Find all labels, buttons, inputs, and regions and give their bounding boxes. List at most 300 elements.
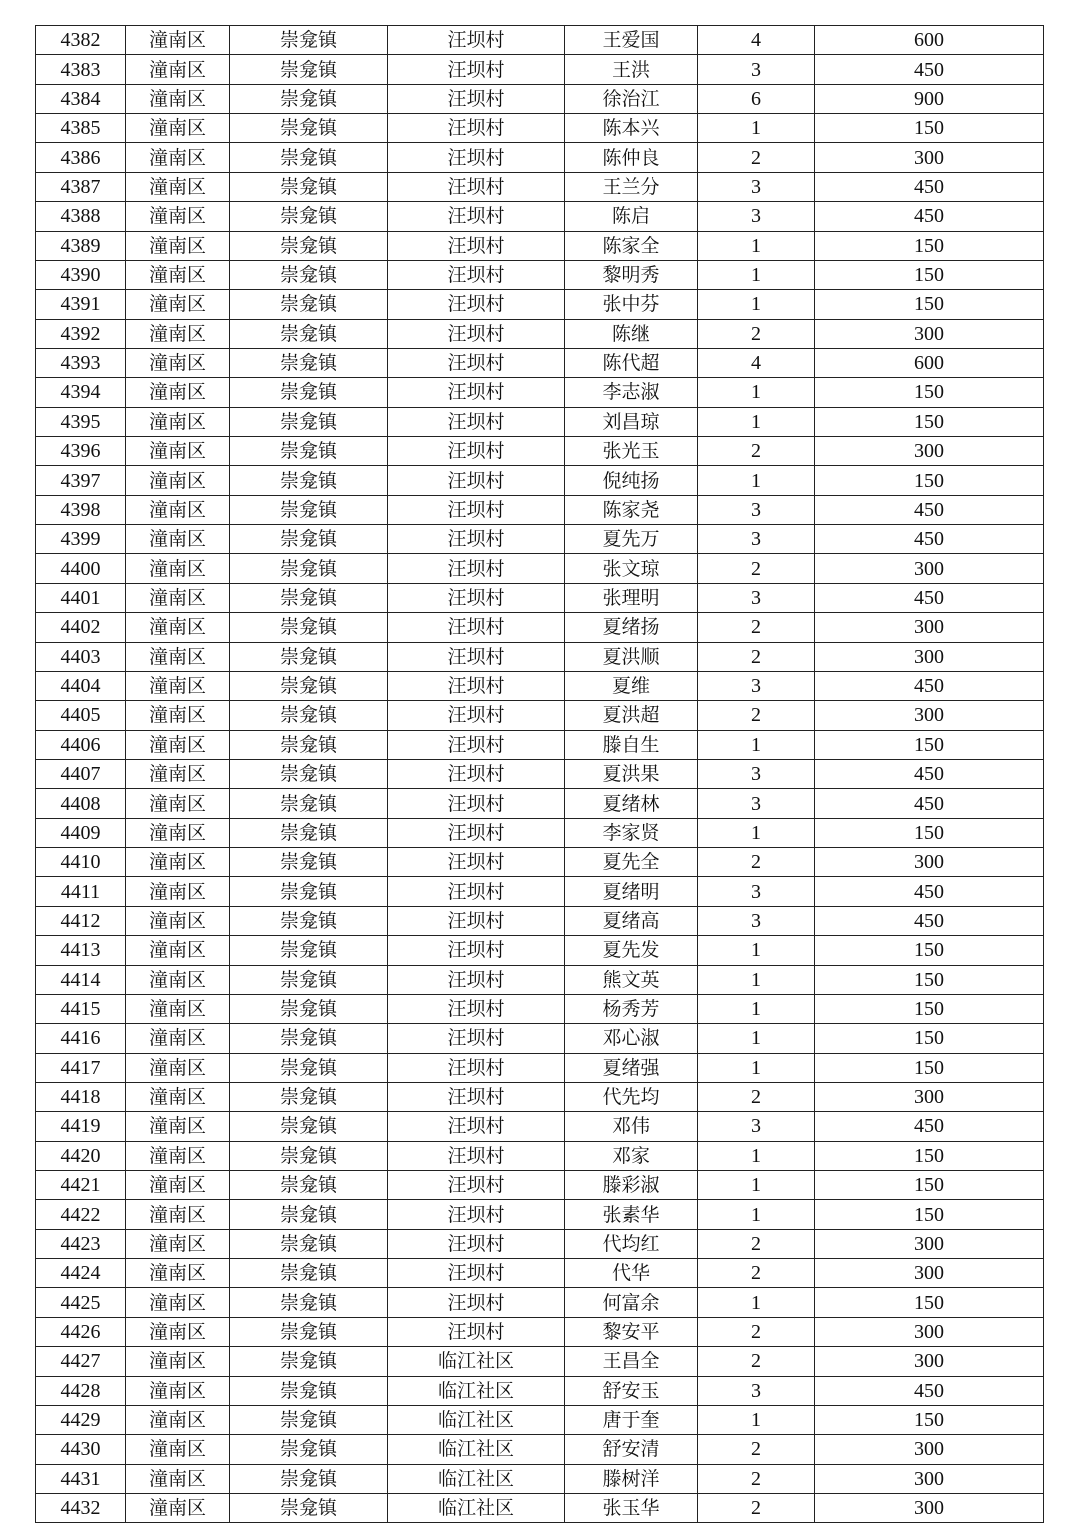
table-row	[36, 1435, 1044, 1464]
cell-household-count: 1	[698, 818, 815, 847]
cell-household-count: 6	[698, 84, 815, 113]
cell-amount: 450	[815, 789, 1044, 818]
cell-district: 潼南区	[126, 55, 230, 84]
cell-amount: 150	[815, 1405, 1044, 1434]
cell-person-name: 滕彩淑	[565, 1171, 698, 1200]
cell-person-name: 夏先万	[565, 525, 698, 554]
table-row	[36, 260, 1044, 289]
table-row	[36, 407, 1044, 436]
cell-town: 崇龛镇	[230, 231, 388, 260]
cell-amount: 600	[815, 26, 1044, 55]
cell-amount: 450	[815, 1112, 1044, 1141]
cell-district: 潼南区	[126, 642, 230, 671]
cell-district: 潼南区	[126, 1464, 230, 1493]
table-row	[36, 1053, 1044, 1082]
cell-amount: 150	[815, 1053, 1044, 1082]
cell-row-index: 4404	[36, 671, 126, 700]
cell-row-index: 4430	[36, 1435, 126, 1464]
cell-person-name: 王爱国	[565, 26, 698, 55]
cell-row-index: 4431	[36, 1464, 126, 1493]
cell-village: 汪坝村	[388, 55, 565, 84]
cell-village: 汪坝村	[388, 642, 565, 671]
cell-amount: 300	[815, 701, 1044, 730]
cell-person-name: 代华	[565, 1259, 698, 1288]
cell-village: 汪坝村	[388, 965, 565, 994]
cell-village: 汪坝村	[388, 525, 565, 554]
cell-district: 潼南区	[126, 1112, 230, 1141]
table-row	[36, 1405, 1044, 1434]
table-row	[36, 1082, 1044, 1111]
cell-amount: 450	[815, 1376, 1044, 1405]
cell-district: 潼南区	[126, 1405, 230, 1434]
cell-district: 潼南区	[126, 818, 230, 847]
cell-row-index: 4386	[36, 143, 126, 172]
cell-household-count: 2	[698, 1347, 815, 1376]
cell-town: 崇龛镇	[230, 143, 388, 172]
cell-district: 潼南区	[126, 437, 230, 466]
cell-household-count: 3	[698, 789, 815, 818]
cell-person-name: 邓家	[565, 1141, 698, 1170]
cell-household-count: 2	[698, 437, 815, 466]
cell-row-index: 4408	[36, 789, 126, 818]
table-row	[36, 55, 1044, 84]
cell-row-index: 4394	[36, 378, 126, 407]
cell-village: 汪坝村	[388, 1082, 565, 1111]
cell-town: 崇龛镇	[230, 378, 388, 407]
cell-amount: 450	[815, 583, 1044, 612]
cell-town: 崇龛镇	[230, 1405, 388, 1434]
cell-row-index: 4402	[36, 613, 126, 642]
cell-person-name: 夏洪果	[565, 759, 698, 788]
cell-district: 潼南区	[126, 701, 230, 730]
cell-village: 汪坝村	[388, 759, 565, 788]
cell-district: 潼南区	[126, 554, 230, 583]
cell-person-name: 邓伟	[565, 1112, 698, 1141]
cell-district: 潼南区	[126, 319, 230, 348]
cell-household-count: 1	[698, 1141, 815, 1170]
table-row	[36, 26, 1044, 55]
cell-person-name: 张理明	[565, 583, 698, 612]
table-row	[36, 965, 1044, 994]
cell-row-index: 4397	[36, 466, 126, 495]
cell-person-name: 黎安平	[565, 1317, 698, 1346]
table-row	[36, 378, 1044, 407]
cell-row-index: 4382	[36, 26, 126, 55]
cell-person-name: 陈家全	[565, 231, 698, 260]
cell-amount: 300	[815, 143, 1044, 172]
cell-household-count: 4	[698, 348, 815, 377]
cell-village: 汪坝村	[388, 143, 565, 172]
cell-person-name: 夏洪顺	[565, 642, 698, 671]
cell-household-count: 2	[698, 1259, 815, 1288]
cell-person-name: 杨秀芳	[565, 994, 698, 1023]
cell-person-name: 李志淑	[565, 378, 698, 407]
cell-town: 崇龛镇	[230, 437, 388, 466]
cell-row-index: 4396	[36, 437, 126, 466]
table-row	[36, 1024, 1044, 1053]
cell-amount: 300	[815, 437, 1044, 466]
table-row	[36, 818, 1044, 847]
cell-household-count: 2	[698, 1229, 815, 1258]
cell-town: 崇龛镇	[230, 906, 388, 935]
table-row	[36, 143, 1044, 172]
table-row	[36, 1112, 1044, 1141]
cell-town: 崇龛镇	[230, 1376, 388, 1405]
cell-amount: 150	[815, 1024, 1044, 1053]
cell-household-count: 1	[698, 994, 815, 1023]
cell-amount: 150	[815, 378, 1044, 407]
cell-household-count: 2	[698, 1317, 815, 1346]
cell-row-index: 4390	[36, 260, 126, 289]
cell-amount: 150	[815, 730, 1044, 759]
cell-village: 汪坝村	[388, 319, 565, 348]
cell-person-name: 王洪	[565, 55, 698, 84]
cell-household-count: 3	[698, 202, 815, 231]
cell-village: 汪坝村	[388, 1053, 565, 1082]
cell-row-index: 4414	[36, 965, 126, 994]
cell-household-count: 1	[698, 378, 815, 407]
cell-town: 崇龛镇	[230, 789, 388, 818]
cell-town: 崇龛镇	[230, 525, 388, 554]
cell-town: 崇龛镇	[230, 260, 388, 289]
table-row	[36, 172, 1044, 201]
cell-person-name: 舒安清	[565, 1435, 698, 1464]
cell-town: 崇龛镇	[230, 1435, 388, 1464]
cell-village: 汪坝村	[388, 848, 565, 877]
cell-district: 潼南区	[126, 290, 230, 319]
cell-village: 汪坝村	[388, 701, 565, 730]
table-row	[36, 1288, 1044, 1317]
cell-district: 潼南区	[126, 730, 230, 759]
cell-village: 临江社区	[388, 1347, 565, 1376]
cell-row-index: 4384	[36, 84, 126, 113]
table-body	[36, 26, 1044, 1523]
cell-district: 潼南区	[126, 407, 230, 436]
cell-district: 潼南区	[126, 1493, 230, 1522]
cell-household-count: 2	[698, 1493, 815, 1522]
cell-person-name: 张中芬	[565, 290, 698, 319]
cell-village: 汪坝村	[388, 1024, 565, 1053]
cell-amount: 300	[815, 1464, 1044, 1493]
cell-amount: 150	[815, 290, 1044, 319]
cell-village: 汪坝村	[388, 730, 565, 759]
cell-household-count: 3	[698, 877, 815, 906]
cell-row-index: 4417	[36, 1053, 126, 1082]
cell-town: 崇龛镇	[230, 818, 388, 847]
cell-person-name: 黎明秀	[565, 260, 698, 289]
table-row	[36, 1493, 1044, 1522]
cell-household-count: 3	[698, 1376, 815, 1405]
table-row	[36, 642, 1044, 671]
cell-household-count: 3	[698, 583, 815, 612]
cell-household-count: 2	[698, 319, 815, 348]
table-row	[36, 877, 1044, 906]
cell-household-count: 1	[698, 231, 815, 260]
cell-person-name: 张文琼	[565, 554, 698, 583]
cell-row-index: 4415	[36, 994, 126, 1023]
cell-town: 崇龛镇	[230, 1141, 388, 1170]
cell-district: 潼南区	[126, 1200, 230, 1229]
cell-amount: 450	[815, 759, 1044, 788]
cell-person-name: 滕树洋	[565, 1464, 698, 1493]
table-row	[36, 84, 1044, 113]
cell-district: 潼南区	[126, 1435, 230, 1464]
cell-district: 潼南区	[126, 260, 230, 289]
cell-district: 潼南区	[126, 143, 230, 172]
cell-town: 崇龛镇	[230, 55, 388, 84]
cell-amount: 150	[815, 407, 1044, 436]
cell-household-count: 1	[698, 1171, 815, 1200]
cell-town: 崇龛镇	[230, 936, 388, 965]
cell-row-index: 4392	[36, 319, 126, 348]
cell-district: 潼南区	[126, 936, 230, 965]
cell-town: 崇龛镇	[230, 1082, 388, 1111]
cell-district: 潼南区	[126, 877, 230, 906]
cell-district: 潼南区	[126, 466, 230, 495]
cell-person-name: 夏绪明	[565, 877, 698, 906]
cell-household-count: 1	[698, 260, 815, 289]
cell-village: 汪坝村	[388, 437, 565, 466]
cell-household-count: 2	[698, 642, 815, 671]
table-row	[36, 994, 1044, 1023]
table-row	[36, 759, 1044, 788]
cell-person-name: 何富余	[565, 1288, 698, 1317]
cell-town: 崇龛镇	[230, 642, 388, 671]
cell-amount: 300	[815, 642, 1044, 671]
table-row	[36, 290, 1044, 319]
cell-district: 潼南区	[126, 1376, 230, 1405]
cell-person-name: 王昌全	[565, 1347, 698, 1376]
table-row	[36, 936, 1044, 965]
cell-amount: 150	[815, 965, 1044, 994]
cell-town: 崇龛镇	[230, 1347, 388, 1376]
cell-person-name: 陈继	[565, 319, 698, 348]
table-row	[36, 583, 1044, 612]
cell-town: 崇龛镇	[230, 730, 388, 759]
cell-household-count: 1	[698, 936, 815, 965]
cell-household-count: 3	[698, 55, 815, 84]
cell-village: 汪坝村	[388, 994, 565, 1023]
cell-town: 崇龛镇	[230, 759, 388, 788]
cell-village: 汪坝村	[388, 583, 565, 612]
cell-amount: 300	[815, 1082, 1044, 1111]
cell-town: 崇龛镇	[230, 319, 388, 348]
cell-person-name: 陈仲良	[565, 143, 698, 172]
cell-district: 潼南区	[126, 495, 230, 524]
cell-row-index: 4416	[36, 1024, 126, 1053]
cell-row-index: 4403	[36, 642, 126, 671]
cell-town: 崇龛镇	[230, 1112, 388, 1141]
cell-town: 崇龛镇	[230, 1317, 388, 1346]
cell-person-name: 熊文英	[565, 965, 698, 994]
cell-amount: 300	[815, 319, 1044, 348]
cell-town: 崇龛镇	[230, 114, 388, 143]
cell-household-count: 1	[698, 1405, 815, 1434]
cell-village: 临江社区	[388, 1376, 565, 1405]
cell-town: 崇龛镇	[230, 26, 388, 55]
table-row	[36, 906, 1044, 935]
cell-row-index: 4418	[36, 1082, 126, 1111]
cell-village: 汪坝村	[388, 290, 565, 319]
cell-amount: 150	[815, 466, 1044, 495]
cell-amount: 450	[815, 202, 1044, 231]
cell-household-count: 2	[698, 554, 815, 583]
cell-household-count: 1	[698, 1288, 815, 1317]
cell-row-index: 4410	[36, 848, 126, 877]
cell-village: 汪坝村	[388, 378, 565, 407]
cell-row-index: 4388	[36, 202, 126, 231]
cell-household-count: 2	[698, 143, 815, 172]
table-row	[36, 319, 1044, 348]
cell-village: 汪坝村	[388, 260, 565, 289]
cell-row-index: 4391	[36, 290, 126, 319]
cell-row-index: 4411	[36, 877, 126, 906]
cell-household-count: 2	[698, 613, 815, 642]
cell-person-name: 徐治江	[565, 84, 698, 113]
cell-household-count: 1	[698, 407, 815, 436]
cell-town: 崇龛镇	[230, 1464, 388, 1493]
table-row	[36, 671, 1044, 700]
cell-person-name: 陈启	[565, 202, 698, 231]
cell-district: 潼南区	[126, 1082, 230, 1111]
cell-district: 潼南区	[126, 789, 230, 818]
cell-household-count: 1	[698, 1200, 815, 1229]
cell-row-index: 4395	[36, 407, 126, 436]
cell-district: 潼南区	[126, 114, 230, 143]
cell-person-name: 夏先发	[565, 936, 698, 965]
cell-village: 汪坝村	[388, 877, 565, 906]
cell-district: 潼南区	[126, 348, 230, 377]
cell-district: 潼南区	[126, 231, 230, 260]
cell-amount: 150	[815, 260, 1044, 289]
cell-amount: 150	[815, 936, 1044, 965]
cell-row-index: 4413	[36, 936, 126, 965]
cell-town: 崇龛镇	[230, 965, 388, 994]
cell-town: 崇龛镇	[230, 1493, 388, 1522]
cell-village: 汪坝村	[388, 1229, 565, 1258]
cell-town: 崇龛镇	[230, 994, 388, 1023]
cell-district: 潼南区	[126, 84, 230, 113]
table-row	[36, 114, 1044, 143]
cell-town: 崇龛镇	[230, 1259, 388, 1288]
data-table	[35, 25, 1044, 1523]
cell-row-index: 4428	[36, 1376, 126, 1405]
table-row	[36, 1317, 1044, 1346]
cell-row-index: 4385	[36, 114, 126, 143]
cell-amount: 600	[815, 348, 1044, 377]
cell-amount: 300	[815, 554, 1044, 583]
cell-town: 崇龛镇	[230, 1171, 388, 1200]
table-row	[36, 437, 1044, 466]
cell-amount: 300	[815, 613, 1044, 642]
cell-district: 潼南区	[126, 172, 230, 201]
table-row	[36, 1200, 1044, 1229]
cell-district: 潼南区	[126, 1259, 230, 1288]
cell-row-index: 4399	[36, 525, 126, 554]
cell-household-count: 1	[698, 114, 815, 143]
cell-village: 临江社区	[388, 1493, 565, 1522]
cell-person-name: 陈家尧	[565, 495, 698, 524]
cell-amount: 300	[815, 1493, 1044, 1522]
cell-amount: 300	[815, 1347, 1044, 1376]
cell-district: 潼南区	[126, 1229, 230, 1258]
cell-person-name: 唐于奎	[565, 1405, 698, 1434]
cell-village: 汪坝村	[388, 789, 565, 818]
cell-town: 崇龛镇	[230, 172, 388, 201]
cell-town: 崇龛镇	[230, 1053, 388, 1082]
cell-row-index: 4401	[36, 583, 126, 612]
cell-town: 崇龛镇	[230, 1288, 388, 1317]
cell-person-name: 夏绪强	[565, 1053, 698, 1082]
cell-village: 汪坝村	[388, 114, 565, 143]
table-row	[36, 1376, 1044, 1405]
cell-household-count: 3	[698, 172, 815, 201]
cell-village: 临江社区	[388, 1405, 565, 1434]
cell-village: 汪坝村	[388, 1317, 565, 1346]
cell-town: 崇龛镇	[230, 554, 388, 583]
cell-district: 潼南区	[126, 1141, 230, 1170]
cell-household-count: 1	[698, 1024, 815, 1053]
cell-district: 潼南区	[126, 848, 230, 877]
cell-row-index: 4432	[36, 1493, 126, 1522]
cell-household-count: 1	[698, 1053, 815, 1082]
cell-village: 汪坝村	[388, 1259, 565, 1288]
cell-amount: 300	[815, 1229, 1044, 1258]
cell-district: 潼南区	[126, 965, 230, 994]
cell-row-index: 4419	[36, 1112, 126, 1141]
cell-village: 汪坝村	[388, 348, 565, 377]
cell-village: 汪坝村	[388, 671, 565, 700]
cell-district: 潼南区	[126, 26, 230, 55]
cell-row-index: 4389	[36, 231, 126, 260]
cell-amount: 300	[815, 1259, 1044, 1288]
cell-row-index: 4422	[36, 1200, 126, 1229]
cell-district: 潼南区	[126, 759, 230, 788]
table-row	[36, 1141, 1044, 1170]
cell-town: 崇龛镇	[230, 1229, 388, 1258]
cell-amount: 450	[815, 906, 1044, 935]
cell-village: 汪坝村	[388, 84, 565, 113]
cell-household-count: 3	[698, 671, 815, 700]
cell-amount: 450	[815, 525, 1044, 554]
cell-row-index: 4398	[36, 495, 126, 524]
cell-row-index: 4405	[36, 701, 126, 730]
cell-row-index: 4425	[36, 1288, 126, 1317]
cell-row-index: 4412	[36, 906, 126, 935]
table-row	[36, 1171, 1044, 1200]
cell-village: 汪坝村	[388, 407, 565, 436]
cell-town: 崇龛镇	[230, 290, 388, 319]
cell-village: 临江社区	[388, 1464, 565, 1493]
cell-person-name: 代均红	[565, 1229, 698, 1258]
cell-person-name: 代先均	[565, 1082, 698, 1111]
cell-village: 汪坝村	[388, 906, 565, 935]
cell-amount: 900	[815, 84, 1044, 113]
cell-person-name: 滕自生	[565, 730, 698, 759]
cell-village: 汪坝村	[388, 495, 565, 524]
cell-village: 汪坝村	[388, 936, 565, 965]
cell-row-index: 4426	[36, 1317, 126, 1346]
cell-row-index: 4424	[36, 1259, 126, 1288]
cell-amount: 300	[815, 1435, 1044, 1464]
cell-town: 崇龛镇	[230, 84, 388, 113]
cell-amount: 450	[815, 172, 1044, 201]
cell-household-count: 2	[698, 701, 815, 730]
cell-town: 崇龛镇	[230, 877, 388, 906]
cell-person-name: 李家贤	[565, 818, 698, 847]
cell-household-count: 4	[698, 26, 815, 55]
cell-household-count: 3	[698, 525, 815, 554]
